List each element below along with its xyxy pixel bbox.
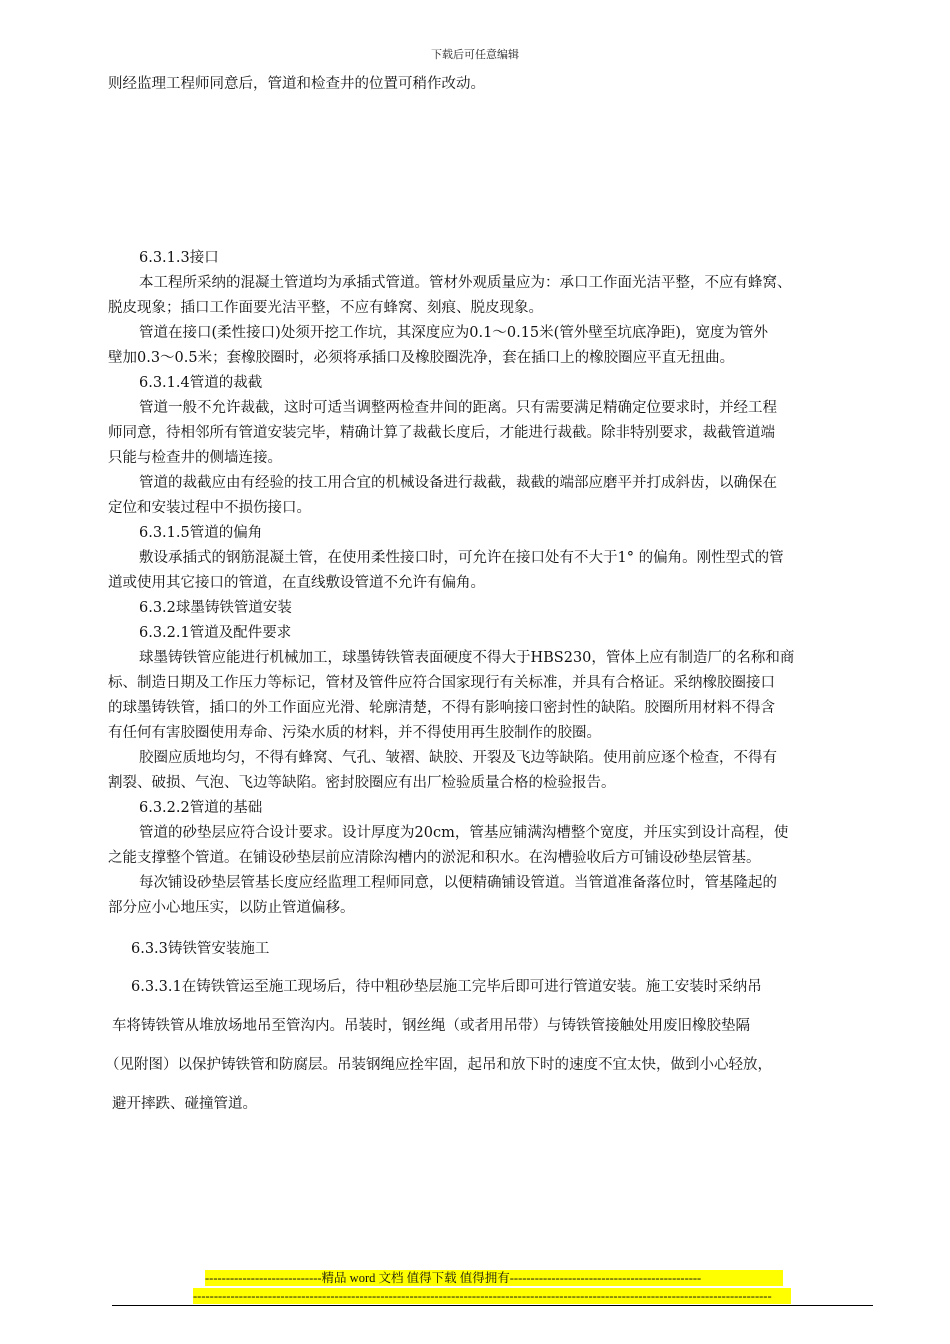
paragraph-line: 管道在接口(柔性接口)处须开挖工作坑，其深度应为0.1～0.15米(管外壁至坑底净距)，宽度为管外	[139, 325, 768, 341]
paragraph-line: 壁加0.3～0.5米；套橡胶圈时，必须将承插口及橡胶圈洗净，套在插口上的橡胶圈应平直无扭曲。	[108, 350, 735, 366]
paragraph-line: 有任何有害胶圈使用寿命、污染水质的材料，并不得使用再生胶制作的胶圈。	[108, 725, 601, 741]
paragraph-line: 管道一般不允许裁截，这时可适当调整两检查井间的距离。只有需要满足精确定位要求时，并经工程	[139, 400, 777, 416]
section-heading: 6.3.2球墨铸铁管道安装	[139, 600, 292, 616]
section-heading: 6.3.2.1管道及配件要求	[139, 625, 292, 641]
paragraph-line: 之能支撑整个管道。在铺设砂垫层前应清除沟槽内的淤泥和积水。在沟槽验收后方可铺设砂垫层管基。	[108, 850, 761, 866]
paragraph-line: 定位和安装过程中不损伤接口。	[108, 500, 311, 516]
paragraph-line: （见附图）以保护铸铁管和防腐层。吊装钢绳应拴牢固，起吊和放下时的速度不宜太快，做到小心轻放，	[105, 1057, 772, 1073]
paragraph-line: 的球墨铸铁管，插口的外工作面应光滑、轮廓清楚，不得有影响接口密封性的缺陷。胶圈所用材料不得含	[108, 700, 775, 716]
paragraph-line: 胶圈应质地均匀，不得有蜂窝、气孔、皱褶、缺胶、开裂及飞边等缺陷。使用前应逐个检查，不得有	[139, 750, 777, 766]
paragraph-line: 则经监理工程师同意后，管道和检查井的位置可稍作改动。	[108, 76, 485, 92]
footer-dash-line: -------------------------------------------------------------------------------------------------------------------------------------------	[193, 1288, 791, 1304]
paragraph-line: 只能与检查井的侧墙连接。	[108, 450, 282, 466]
section-heading: 6.3.2.2管道的基础	[139, 800, 263, 816]
section-heading: 6.3.1.3接口	[139, 250, 219, 266]
paragraph-line: 6.3.3.1在铸铁管运至施工现场后，待中粗砂垫层施工完毕后即可进行管道安装。施工安装时采纳吊	[131, 979, 762, 995]
page-header: 下载后可任意编辑	[431, 48, 519, 61]
paragraph-line: 道或使用其它接口的管道，在直线敷设管道不允许有偏角。	[108, 575, 485, 591]
paragraph-line: 本工程所采纳的混凝土管道均为承插式管道。管材外观质量应为：承口工作面光洁平整，不应有蜂窝、	[139, 275, 792, 291]
section-heading: 6.3.3铸铁管安装施工	[131, 941, 270, 957]
paragraph-line: 每次铺设砂垫层管基长度应经监理工程师同意，以便精确铺设管道。当管道准备落位时，管基隆起的	[139, 875, 777, 891]
paragraph-line: 敷设承插式的钢筋混凝土管，在使用柔性接口时，可允许在接口处有不大于1° 的偏角。刚性型式的管	[139, 550, 784, 566]
footer-promo-line: ----------------------------精品 word 文档 值得下载 值得拥有----------------------------------------------	[205, 1270, 783, 1286]
footer-rule	[112, 1305, 873, 1306]
paragraph-line: 标、制造日期及工作压力等标记，管材及管件应符合国家现行有关标准，并具有合格证。采纳橡胶圈接口	[108, 675, 775, 691]
paragraph-line: 管道的裁截应由有经验的技工用合宜的机械设备进行裁截，裁截的端部应磨平并打成斜齿，以确保在	[139, 475, 777, 491]
paragraph-line: 球墨铸铁管应能进行机械加工，球墨铸铁管表面硬度不得大于HBS230，管体上应有制造厂的名称和商	[139, 650, 795, 666]
paragraph-line: 管道的砂垫层应符合设计要求。设计厚度为20cm，管基应铺满沟槽整个宽度，并压实到设计高程，使	[139, 825, 789, 841]
paragraph-line: 部分应小心地压实，以防止管道偏移。	[108, 900, 355, 916]
section-heading: 6.3.1.4管道的裁截	[139, 375, 263, 391]
paragraph-line: 车将铸铁管从堆放场地吊至管沟内。吊装时，钢丝绳（或者用吊带）与铸铁管接触处用废旧橡胶垫隔	[112, 1018, 750, 1034]
paragraph-line: 避开摔跌、碰撞管道。	[112, 1096, 257, 1112]
paragraph-line: 师同意，待相邻所有管道安装完毕，精确计算了裁截长度后，才能进行裁截。除非特别要求，裁截管道端	[108, 425, 775, 441]
section-heading: 6.3.1.5管道的偏角	[139, 525, 263, 541]
paragraph-line: 割裂、破损、气泡、飞边等缺陷。密封胶圈应有出厂检验质量合格的检验报告。	[108, 775, 616, 791]
paragraph-line: 脱皮现象；插口工作面要光洁平整，不应有蜂窝、刻痕、脱皮现象。	[108, 300, 543, 316]
